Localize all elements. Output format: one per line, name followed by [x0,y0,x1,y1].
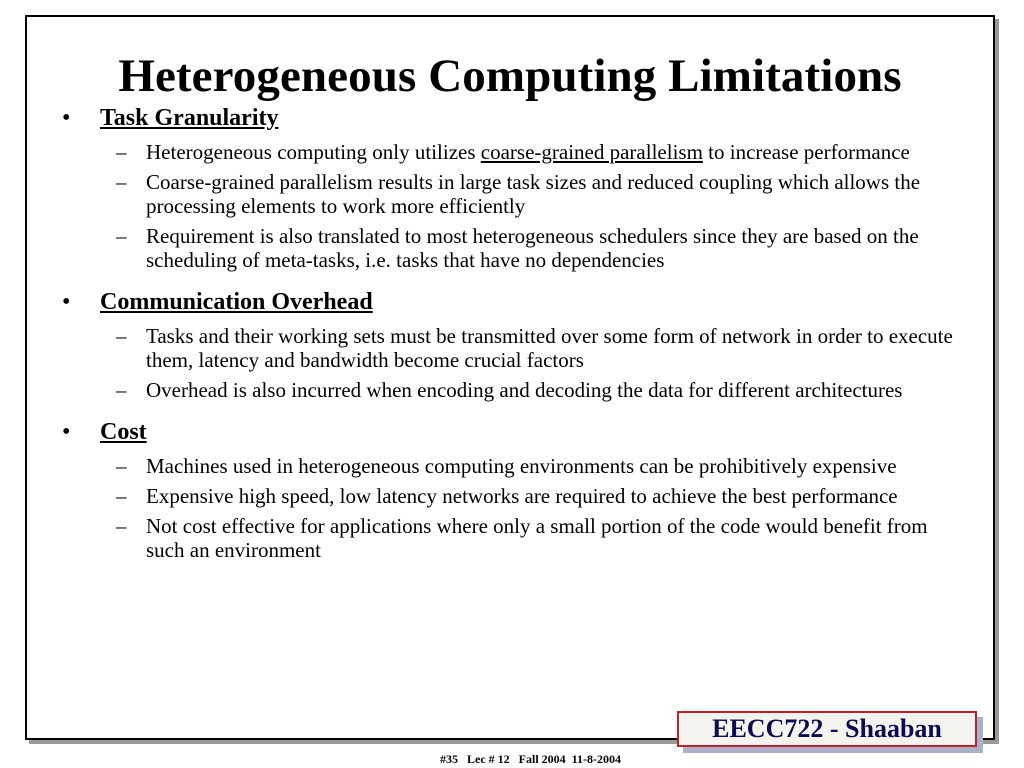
brand-label: EECC722 - Shaaban [677,711,977,747]
slide-content [62,104,982,578]
sub-bullet-item [62,324,982,372]
sub-bullet-text [146,324,982,372]
sub-bullet-text [146,484,982,508]
sub-bullet-text [146,454,982,478]
sub-bullet-text [146,378,982,402]
sub-bullet-item [62,224,982,272]
sub-bullet-list [62,324,982,402]
bullet-section [62,288,982,402]
text-run: Requirement is also translated to most heterogeneous schedulers since they are based on the scheduling of meta-tasks, i.e. tasks that have no dependencies [146,224,919,272]
course-brand [677,711,983,753]
text-run: Overhead is also incurred when encoding and decoding the data for different architectures [146,378,903,402]
dash-marker: – [116,170,127,194]
sub-bullet-item [62,484,982,508]
sub-bullet-text [146,140,982,164]
text-run: Tasks and their working sets must be transmitted over some form of network in order to execute them, latency and bandwidth become crucial factors [146,324,953,372]
sub-bullet-item [62,140,982,164]
bullet-heading-row [62,104,982,132]
sub-bullet-text [146,224,982,272]
slide-footer: #35 Lec # 12 Fall 2004 11-8-2004 [440,752,621,766]
section-heading: Cost [100,419,147,445]
sub-bullet-item [62,170,982,218]
dash-marker: – [116,324,127,348]
text-run: Coarse-grained parallelism results in large task sizes and reduced coupling which allows the processing elements to work more efficiently [146,170,921,218]
dash-marker: – [116,514,127,538]
sub-bullet-text [146,170,982,218]
section-heading: Communication Overhead [100,289,373,315]
dash-marker: – [116,140,127,164]
dash-marker: – [116,224,127,248]
text-run: Not cost effective for applications where only a small portion of the code would benefit from such an environment [146,514,928,562]
bullet-dot: • [62,289,71,315]
slide-title: Heterogeneous Computing Limitations [118,50,902,102]
bullet-section [62,104,982,272]
bullet-dot: • [62,105,71,131]
sub-bullet-item [62,454,982,478]
text-run: Heterogeneous computing only utilizes [146,140,481,164]
text-run: to increase performance [702,140,910,164]
underlined-term: coarse-grained parallelism [480,140,703,164]
bullet-heading-row [62,418,982,446]
sub-bullet-text [146,514,982,562]
sub-bullet-list [62,454,982,562]
sub-bullet-item [62,378,982,402]
dash-marker: – [116,378,127,402]
sub-bullet-item [62,514,982,562]
sub-bullet-list [62,140,982,272]
section-heading: Task Granularity [100,105,279,131]
dash-marker: – [116,484,127,508]
text-run: Machines used in heterogeneous computing environments can be prohibitively expensive [146,454,897,478]
bullet-dot: • [62,419,71,445]
bullet-heading-row [62,288,982,316]
dash-marker: – [116,454,127,478]
bullet-section [62,418,982,562]
text-run: Expensive high speed, low latency networks are required to achieve the best performance [146,484,898,508]
